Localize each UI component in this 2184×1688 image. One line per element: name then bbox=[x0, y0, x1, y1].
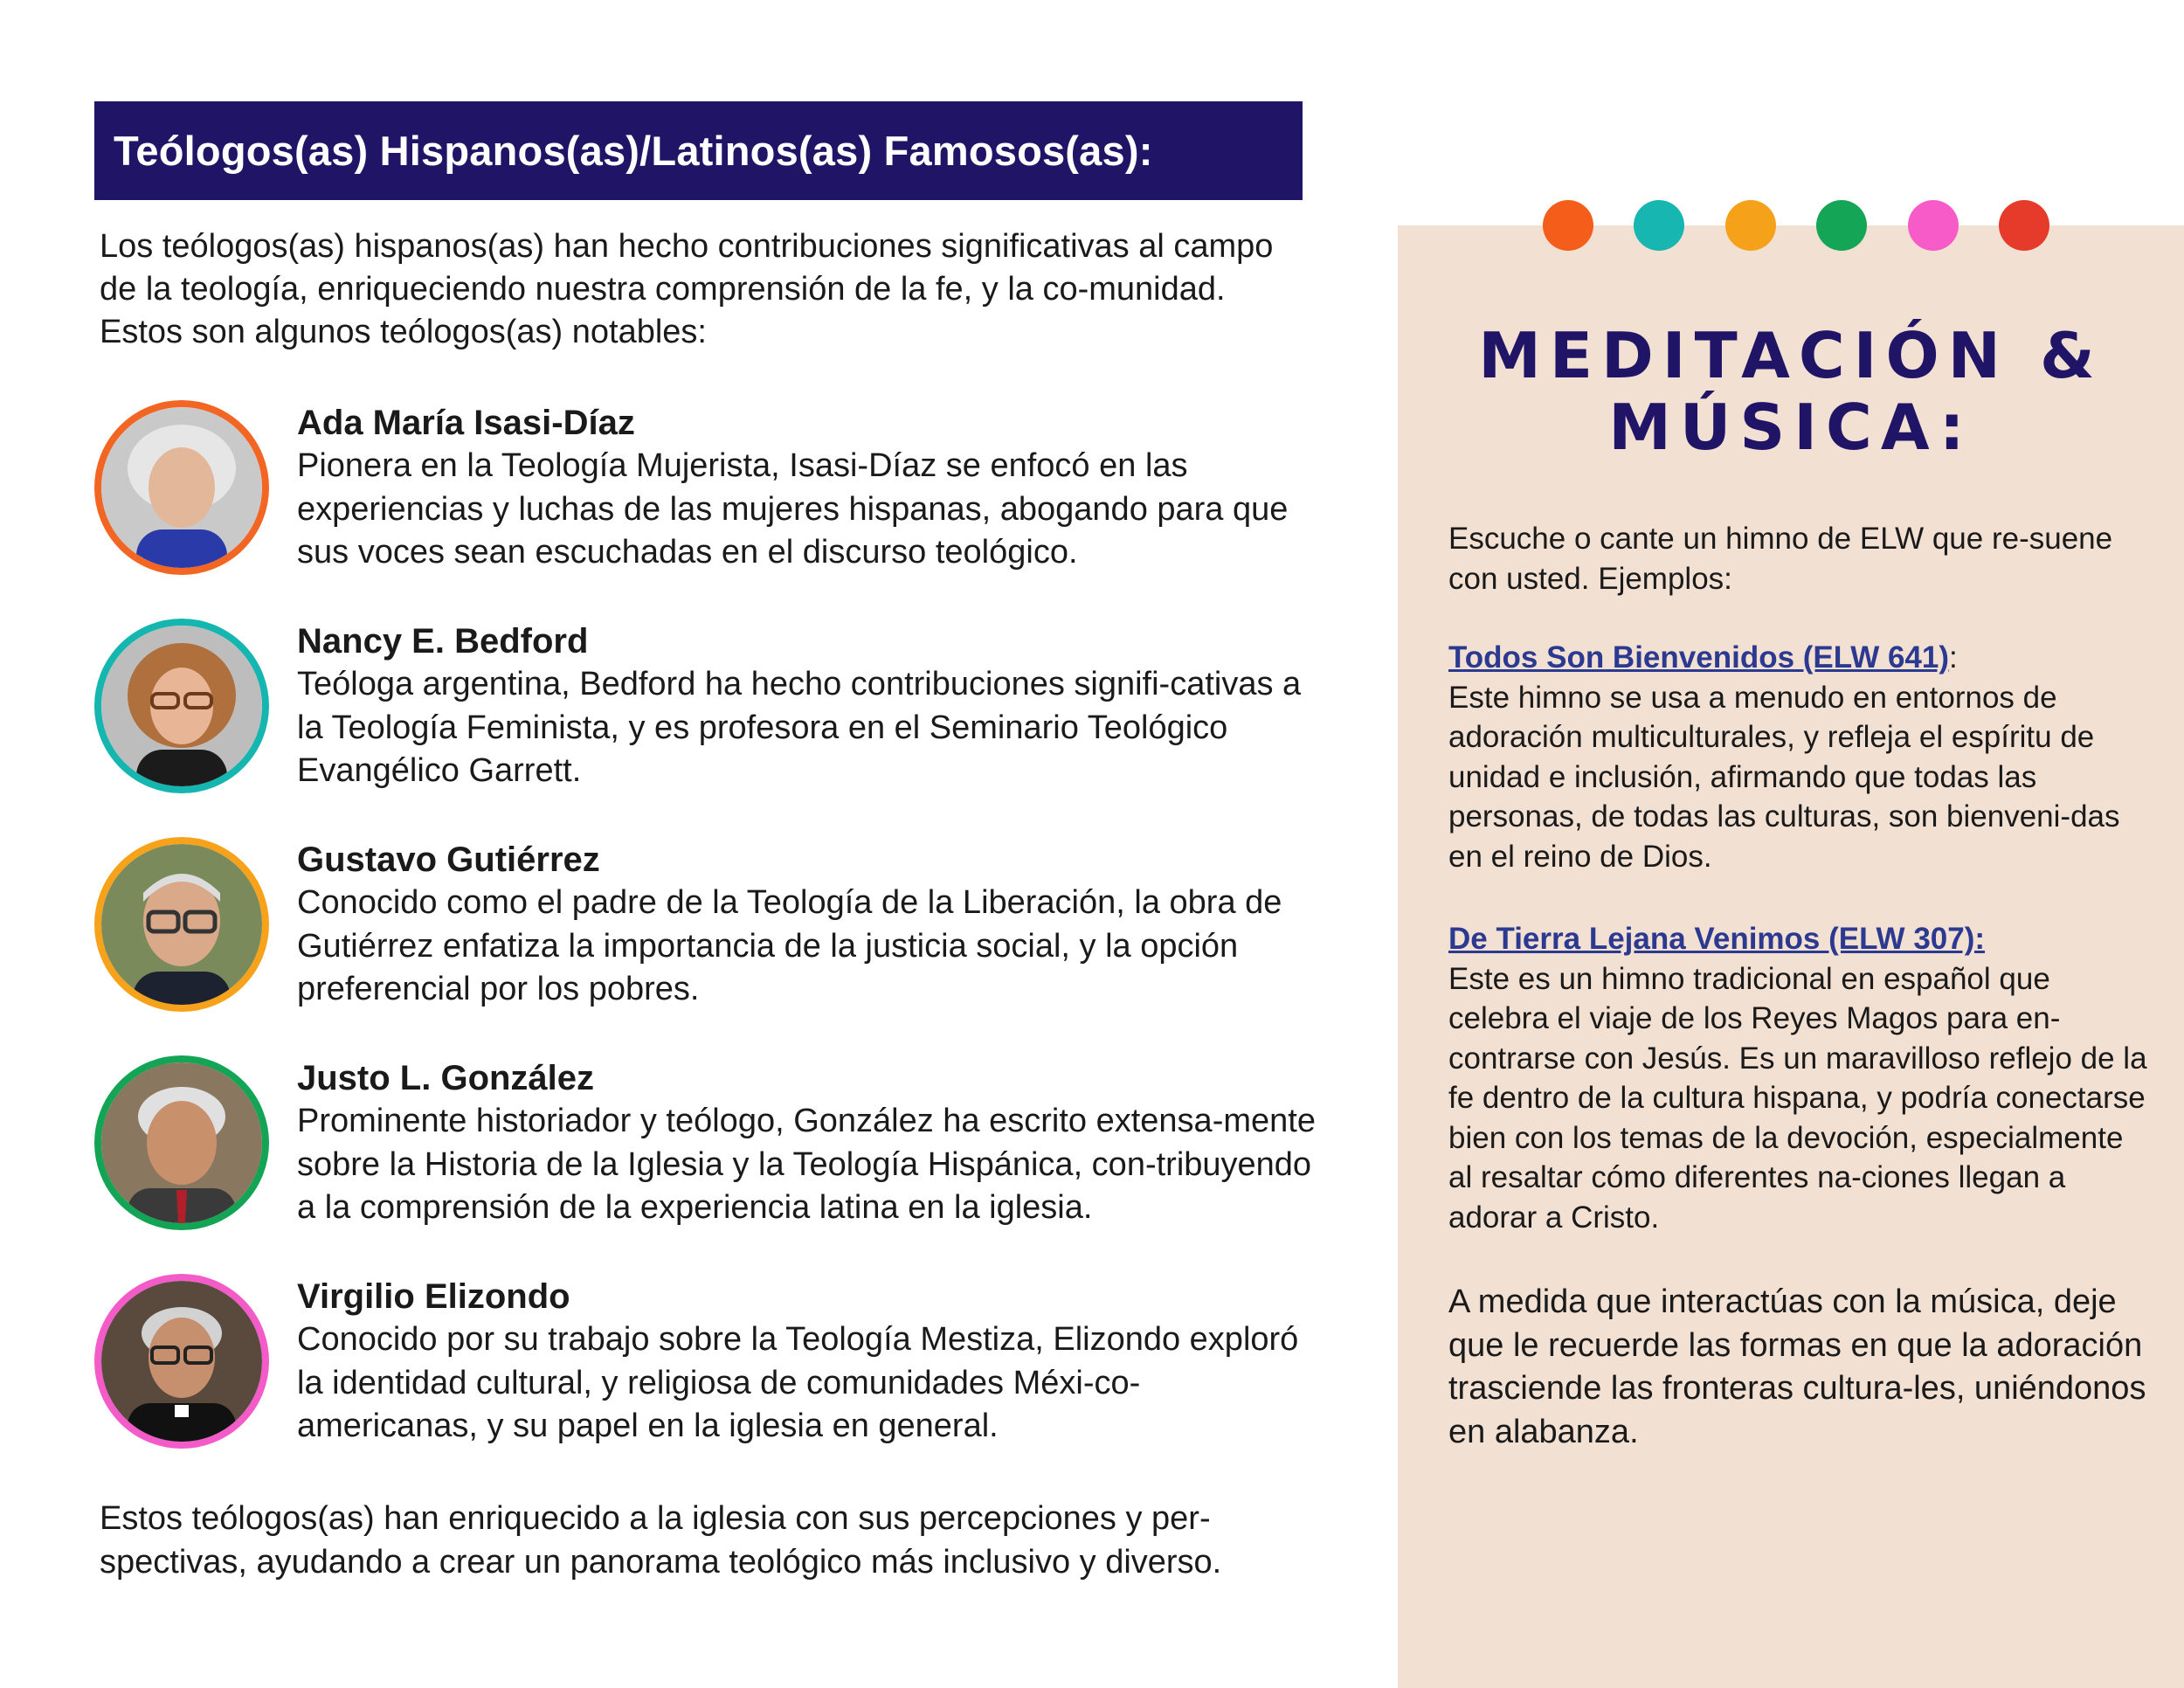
panel-title-line1: MEDITACIÓN & bbox=[1478, 319, 2104, 392]
theologian-entry bbox=[94, 1274, 1317, 1457]
section-title: Teólogos(as) Hispanos(as)/Latinos(as) Famosos(as): bbox=[114, 128, 1153, 174]
theologian-name: Ada María Isasi-Díaz bbox=[297, 404, 635, 442]
avatar bbox=[94, 619, 269, 793]
dot-icon bbox=[1908, 200, 1959, 251]
avatar bbox=[94, 400, 269, 575]
hymn-link[interactable]: Todos Son Bienvenidos (ELW 641) bbox=[1448, 640, 1950, 675]
theologian-entry bbox=[94, 619, 1317, 802]
theologian-name: Justo L. González bbox=[297, 1059, 595, 1097]
hymn-title-suffix: : bbox=[1949, 640, 1958, 675]
portrait-photo bbox=[101, 1281, 262, 1442]
theologian-description: Teóloga argentina, Bedford ha hecho contribuciones signifi-cativas a la Teología Feminista, y es profesora en el Seminario Teológico Evangélico Garrett. bbox=[297, 666, 1302, 789]
portrait-photo bbox=[101, 1062, 262, 1223]
dot-icon bbox=[1999, 200, 2049, 251]
theologian-entry bbox=[94, 837, 1317, 1020]
closing-paragraph: Estos teólogos(as) han enriquecido a la iglesia con sus percepciones y per-spectivas, ayudando a crear un panorama teológico más inclusivo y diverso. bbox=[100, 1500, 1222, 1581]
decorative-dots bbox=[1543, 200, 2049, 251]
hymn-description: Este es un himno tradicional en español que celebra el viaje de los Reyes Magos para en-contrarse con Jesús. Es un maravilloso reflejo de la fe dentro de la cultura hispana, y podría conectarse bien con los temas de la devoción, especialmente al resaltar cómo diferentes na-ciones llegan a adorar a Cristo. bbox=[1448, 961, 2147, 1235]
intro-paragraph: Los teólogos(as) hispanos(as) han hecho contribuciones significativas al campo de la teología, enriqueciendo nuestra comprensión de la fe, y la co-munidad. Estos son algunos teólogos(as) notables: bbox=[100, 228, 1274, 350]
portrait-photo bbox=[101, 626, 262, 786]
dot-icon bbox=[1725, 200, 1776, 251]
panel-title bbox=[1415, 320, 2167, 463]
theologian-description: Prominente historiador y teólogo, González ha escrito extensa-mente sobre la Historia de la Iglesia y la Teología Hispánica, con-tribuyendo a la comprensión de la experiencia latina en la iglesia. bbox=[297, 1103, 1316, 1226]
theologian-description: Conocido por su trabajo sobre la Teología Mestiza, Elizondo exploró la identidad cultural, y religiosa de comunidades Méxi-co-americanas, y su papel en la iglesia en general. bbox=[297, 1321, 1299, 1444]
portrait-photo bbox=[101, 407, 262, 568]
theologian-entry bbox=[94, 1055, 1317, 1239]
dot-icon bbox=[1816, 200, 1867, 251]
portrait-photo bbox=[101, 844, 262, 1005]
panel-closing: A medida que interactúas con la música, deje que le recuerde las formas en que la adoración trasciende las fronteras cultura-les, uniéndonos en alabanza. bbox=[1448, 1283, 2146, 1450]
avatar bbox=[94, 1055, 269, 1230]
avatar bbox=[94, 837, 269, 1012]
panel-intro: Escuche o cante un himno de ELW que re-suene con usted. Ejemplos: bbox=[1448, 522, 2113, 596]
hymn-link[interactable]: De Tierra Lejana Venimos (ELW 307): bbox=[1448, 922, 1986, 956]
theologian-description: Pionera en la Teología Mujerista, Isasi-Díaz se enfocó en las experiencias y luchas de las mujeres hispanas, abogando para que sus voces sean escuchadas en el discurso teológico. bbox=[297, 447, 1289, 571]
dot-icon bbox=[1634, 200, 1684, 251]
theologian-name: Gustavo Gutiérrez bbox=[297, 841, 600, 879]
hymn-entry bbox=[1448, 638, 2147, 876]
hymn-description: Este himno se usa a menudo en entornos de adoración multiculturales, y refleja el espíritu de unidad e inclusión, afirmando que todas las personas, de todas las culturas, son bienveni-das en el reino de Dios. bbox=[1448, 680, 2120, 874]
theologian-name: Virgilio Elizondo bbox=[297, 1277, 570, 1316]
hymn-entry bbox=[1448, 919, 2147, 1237]
section-header bbox=[94, 101, 1303, 200]
dot-icon bbox=[1543, 200, 1593, 251]
avatar bbox=[94, 1274, 269, 1449]
theologian-description: Conocido como el padre de la Teología de la Liberación, la obra de Gutiérrez enfatiza la importancia de la justicia social, y la opción preferencial por los pobres. bbox=[297, 884, 1282, 1007]
panel-title-line2: MÚSICA: bbox=[1608, 391, 1973, 464]
theologian-entry bbox=[94, 400, 1317, 584]
theologian-name: Nancy E. Bedford bbox=[297, 622, 589, 661]
